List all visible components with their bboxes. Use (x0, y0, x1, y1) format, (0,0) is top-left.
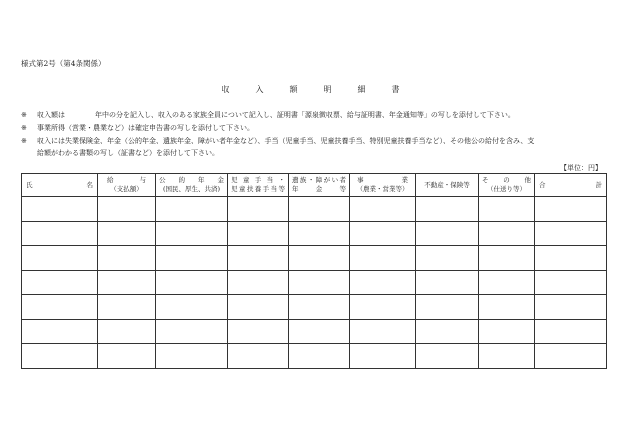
col-public-pension: 公的年金 (国民、厚生、共済) (156, 174, 228, 197)
entry-cell[interactable] (479, 197, 535, 222)
entry-cell[interactable] (228, 246, 289, 271)
entry-cell[interactable] (416, 295, 479, 320)
col-salary: 給 与 （支払額） (98, 174, 156, 197)
entry-cell[interactable] (416, 221, 479, 246)
entry-cell[interactable] (98, 344, 156, 369)
entry-cell[interactable] (289, 221, 350, 246)
entry-cell[interactable] (350, 221, 416, 246)
entry-cell[interactable] (156, 344, 228, 369)
entry-cell[interactable] (22, 246, 98, 271)
entry-cell[interactable] (98, 319, 156, 344)
entry-cell[interactable] (535, 246, 607, 271)
entry-cell[interactable] (535, 197, 607, 222)
entry-cell[interactable] (228, 197, 289, 222)
entry-cell[interactable] (479, 319, 535, 344)
entry-cell[interactable] (156, 270, 228, 295)
entry-cell[interactable] (228, 319, 289, 344)
header-row (22, 174, 607, 197)
entry-cell[interactable] (416, 270, 479, 295)
entry-cell[interactable] (22, 344, 98, 369)
table-row (22, 246, 607, 271)
table-row (22, 319, 607, 344)
entry-cell[interactable] (289, 295, 350, 320)
table-row (22, 270, 607, 295)
entry-cell[interactable] (156, 246, 228, 271)
unit-label: 【単位：円】 (560, 164, 602, 172)
entry-cell[interactable] (535, 295, 607, 320)
table-row (22, 221, 607, 246)
entry-cell[interactable] (228, 270, 289, 295)
entry-cell[interactable] (22, 197, 98, 222)
entry-cell[interactable] (416, 197, 479, 222)
entry-cell[interactable] (416, 319, 479, 344)
entry-cell[interactable] (479, 246, 535, 271)
table-row (22, 197, 607, 222)
entry-cell[interactable] (350, 197, 416, 222)
entry-cell[interactable] (289, 197, 350, 222)
note-3: ※ 収入には失業保険金、年金（公的年金、遺族年金、障がい者年金など）、手当（児童手当、児童扶養手当、特別児童扶養手当など）、その他公の給付を含み、支 (21, 137, 535, 145)
entry-cell[interactable] (98, 295, 156, 320)
note-mark: ※ (21, 111, 27, 119)
document-title: 収 入 額 明 細 書 (221, 85, 409, 94)
col-business: 事 業 （農業・営業等） (350, 174, 416, 197)
entry-cell[interactable] (350, 319, 416, 344)
note-mark: ※ (21, 137, 27, 145)
entry-cell[interactable] (535, 221, 607, 246)
entry-cell[interactable] (98, 221, 156, 246)
income-table (21, 173, 607, 369)
col-name: 氏 名 (22, 174, 98, 197)
note-1: ※ 収入額は 年中の分を記入し、収入のある家族全員について記入し、証明書「源泉徴収票、給与証明書、年金通知等」の写しを添付して下さい。 (21, 111, 515, 119)
table-row (22, 295, 607, 320)
entry-cell[interactable] (156, 197, 228, 222)
entry-cell[interactable] (416, 344, 479, 369)
entry-cell[interactable] (22, 270, 98, 295)
col-other: その他 （仕送り等） (479, 174, 535, 197)
entry-cell[interactable] (535, 319, 607, 344)
entry-cell[interactable] (350, 246, 416, 271)
col-total: 合 計 (535, 174, 607, 197)
note-2: ※ 事業所得（営業・農業など）は確定申告書の写しを添付して下さい。 (21, 124, 254, 132)
entry-cell[interactable] (289, 344, 350, 369)
form-number: 様式第2号（第4条関係） (21, 59, 106, 68)
entry-cell[interactable] (228, 295, 289, 320)
entry-cell[interactable] (479, 344, 535, 369)
entry-cell[interactable] (22, 319, 98, 344)
entry-cell[interactable] (98, 246, 156, 271)
entry-cell[interactable] (535, 270, 607, 295)
note-3-continuation: 給額がわかる書類の写し（証書など）を添付して下さい。 (37, 149, 219, 157)
col-child-allowance: 児童手当・ 児童扶養手当等 (228, 174, 289, 197)
entry-cell[interactable] (479, 295, 535, 320)
entry-cell[interactable] (479, 270, 535, 295)
entry-cell[interactable] (350, 344, 416, 369)
entry-cell[interactable] (98, 197, 156, 222)
entry-cell[interactable] (228, 344, 289, 369)
entry-cell[interactable] (228, 221, 289, 246)
entry-cell[interactable] (289, 319, 350, 344)
entry-cell[interactable] (22, 221, 98, 246)
entry-cell[interactable] (156, 295, 228, 320)
entry-cell[interactable] (535, 344, 607, 369)
entry-cell[interactable] (479, 221, 535, 246)
entry-cell[interactable] (289, 246, 350, 271)
col-survivor-pension: 遺族・障がい者 年 金 等 (289, 174, 350, 197)
entry-cell[interactable] (22, 295, 98, 320)
entry-cell[interactable] (350, 270, 416, 295)
entry-cell[interactable] (289, 270, 350, 295)
table-row (22, 344, 607, 369)
entry-cell[interactable] (98, 270, 156, 295)
entry-cell[interactable] (156, 221, 228, 246)
entry-cell[interactable] (156, 319, 228, 344)
note-mark: ※ (21, 124, 27, 132)
col-real-estate: 不動産・保険等 (416, 174, 479, 197)
entry-cell[interactable] (416, 246, 479, 271)
entry-cell[interactable] (350, 295, 416, 320)
